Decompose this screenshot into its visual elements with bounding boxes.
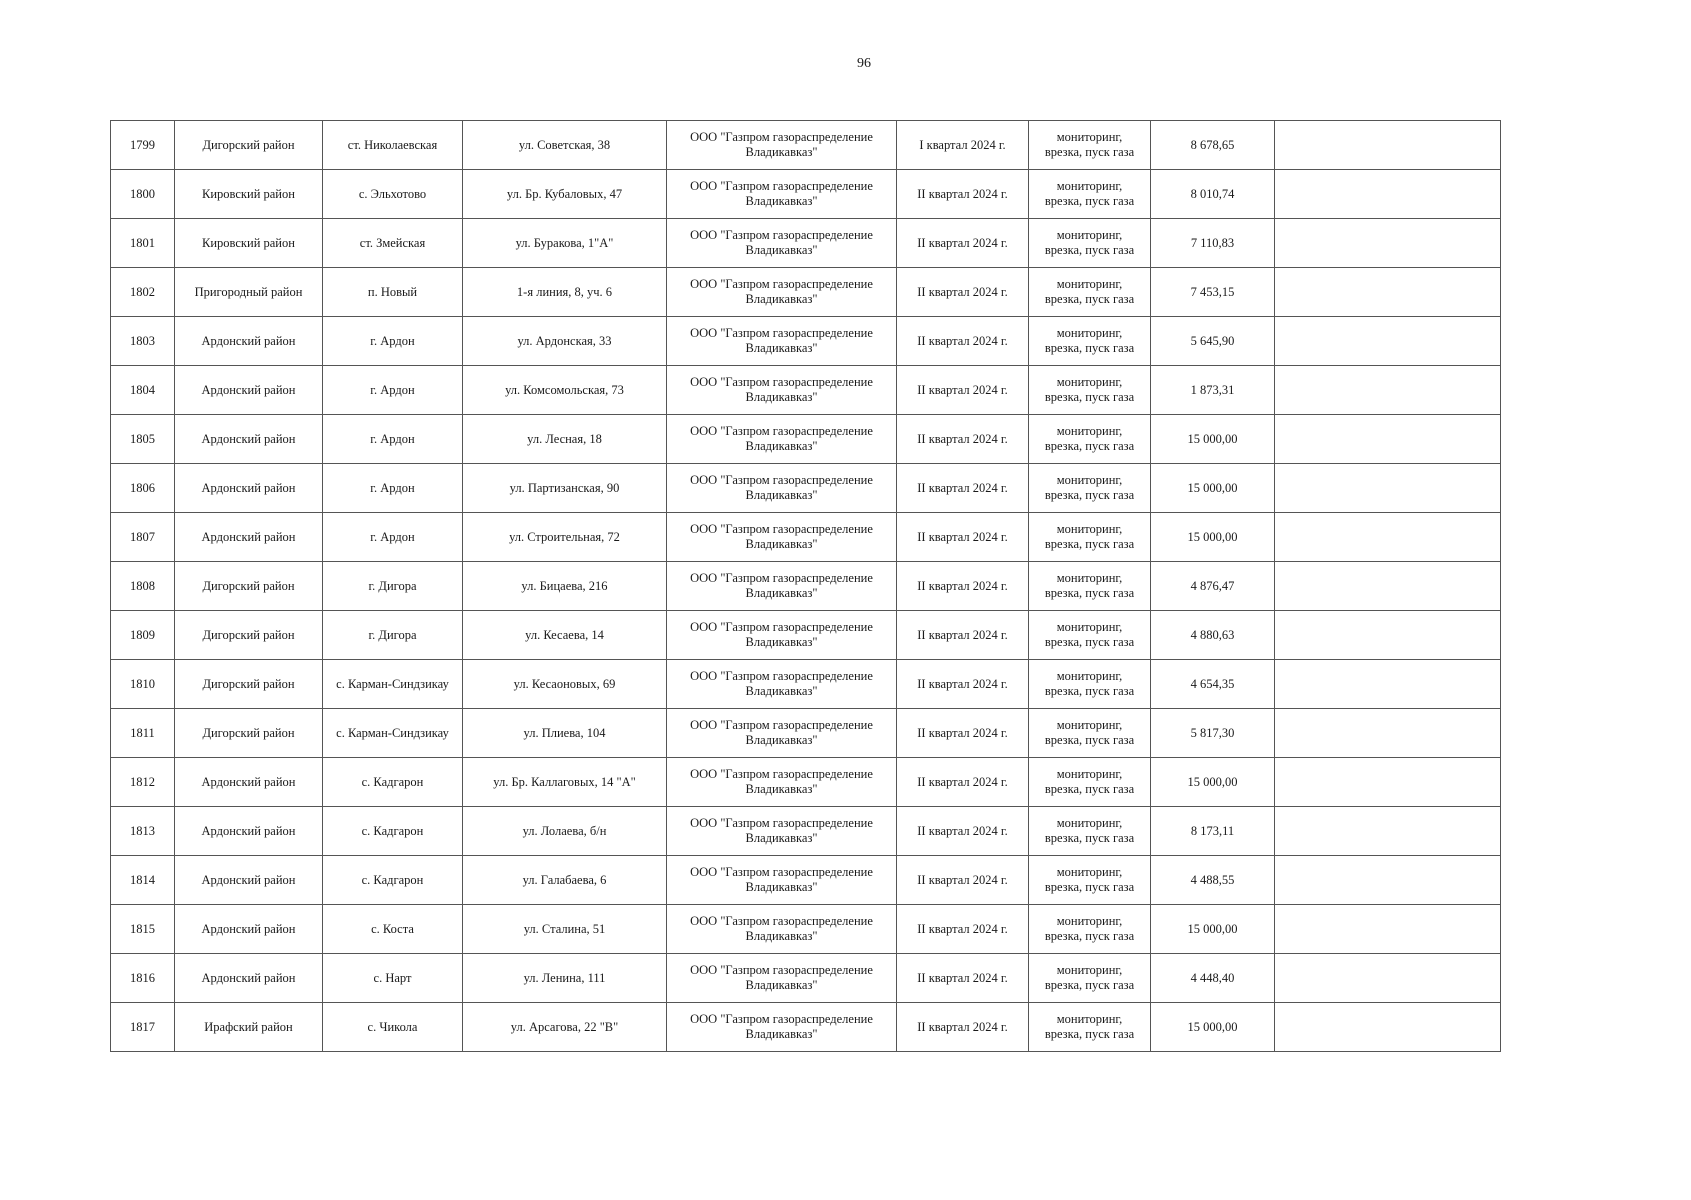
- works-cell: [1029, 660, 1151, 709]
- row-number: 1805: [111, 415, 175, 464]
- row-number: 1806: [111, 464, 175, 513]
- settlement-cell: ст. Змейская: [323, 219, 463, 268]
- cost-cell: 1 873,31: [1151, 366, 1275, 415]
- works-cell: [1029, 219, 1151, 268]
- row-number: 1799: [111, 121, 175, 170]
- contractor-line-2: Владикавказ": [745, 880, 818, 894]
- table-row: [111, 709, 1501, 758]
- district-cell: Дигорский район: [175, 121, 323, 170]
- empty-cell: [1275, 170, 1501, 219]
- address-cell: ул. Строительная, 72: [463, 513, 667, 562]
- table-row: [111, 219, 1501, 268]
- district-cell: Ардонский район: [175, 954, 323, 1003]
- address-cell: ул. Арсагова, 22 "В": [463, 1003, 667, 1052]
- settlement-cell: г. Ардон: [323, 366, 463, 415]
- works-cell: [1029, 513, 1151, 562]
- address-cell: ул. Советская, 38: [463, 121, 667, 170]
- settlement-cell: с. Чикола: [323, 1003, 463, 1052]
- district-cell: Дигорский район: [175, 709, 323, 758]
- table-row: [111, 758, 1501, 807]
- contractor-cell: [667, 513, 897, 562]
- term-cell: II квартал 2024 г.: [897, 709, 1029, 758]
- contractor-line-2: Владикавказ": [745, 537, 818, 551]
- works-cell: [1029, 1003, 1151, 1052]
- settlement-cell: г. Ардон: [323, 317, 463, 366]
- settlement-cell: г. Ардон: [323, 415, 463, 464]
- row-number: 1801: [111, 219, 175, 268]
- works-cell: [1029, 317, 1151, 366]
- settlement-cell: ст. Николаевская: [323, 121, 463, 170]
- empty-cell: [1275, 415, 1501, 464]
- row-number: 1803: [111, 317, 175, 366]
- contractor-line-1: ООО "Газпром газораспределение: [690, 522, 873, 536]
- address-cell: ул. Сталина, 51: [463, 905, 667, 954]
- table-row: [111, 366, 1501, 415]
- row-number: 1814: [111, 856, 175, 905]
- address-cell: ул. Партизанская, 90: [463, 464, 667, 513]
- empty-cell: [1275, 513, 1501, 562]
- district-cell: Ардонский район: [175, 366, 323, 415]
- contractor-line-1: ООО "Газпром газораспределение: [690, 130, 873, 144]
- contractor-line-2: Владикавказ": [745, 782, 818, 796]
- works-line-1: мониторинг,: [1056, 522, 1123, 536]
- address-cell: ул. Кесаева, 14: [463, 611, 667, 660]
- cost-cell: 15 000,00: [1151, 1003, 1275, 1052]
- works-cell: [1029, 856, 1151, 905]
- contractor-cell: [667, 1003, 897, 1052]
- row-number: 1817: [111, 1003, 175, 1052]
- empty-cell: [1275, 807, 1501, 856]
- contractor-line-2: Владикавказ": [745, 488, 818, 502]
- works-line-2: врезка, пуск газа: [1044, 1027, 1135, 1041]
- contractor-line-2: Владикавказ": [745, 978, 818, 992]
- works-line-2: врезка, пуск газа: [1044, 145, 1135, 159]
- term-cell: II квартал 2024 г.: [897, 611, 1029, 660]
- table-row: [111, 513, 1501, 562]
- address-cell: ул. Ардонская, 33: [463, 317, 667, 366]
- cost-cell: 7 453,15: [1151, 268, 1275, 317]
- works-line-1: мониторинг,: [1056, 326, 1123, 340]
- cost-cell: 5 817,30: [1151, 709, 1275, 758]
- district-cell: Ардонский район: [175, 415, 323, 464]
- works-line-1: мониторинг,: [1056, 375, 1123, 389]
- empty-cell: [1275, 856, 1501, 905]
- empty-cell: [1275, 268, 1501, 317]
- contractor-line-1: ООО "Газпром газораспределение: [690, 424, 873, 438]
- term-cell: II квартал 2024 г.: [897, 366, 1029, 415]
- works-line-2: врезка, пуск газа: [1044, 929, 1135, 943]
- contractor-line-1: ООО "Газпром газораспределение: [690, 669, 873, 683]
- works-line-2: врезка, пуск газа: [1044, 880, 1135, 894]
- works-line-2: врезка, пуск газа: [1044, 586, 1135, 600]
- contractor-line-2: Владикавказ": [745, 635, 818, 649]
- works-line-2: врезка, пуск газа: [1044, 194, 1135, 208]
- term-cell: II квартал 2024 г.: [897, 758, 1029, 807]
- district-cell: Ардонский район: [175, 807, 323, 856]
- works-line-1: мониторинг,: [1056, 424, 1123, 438]
- row-number: 1812: [111, 758, 175, 807]
- term-cell: II квартал 2024 г.: [897, 219, 1029, 268]
- table-row: [111, 954, 1501, 1003]
- works-cell: [1029, 268, 1151, 317]
- works-line-1: мониторинг,: [1056, 914, 1123, 928]
- row-number: 1807: [111, 513, 175, 562]
- contractor-line-2: Владикавказ": [745, 831, 818, 845]
- empty-cell: [1275, 219, 1501, 268]
- empty-cell: [1275, 660, 1501, 709]
- address-cell: ул. Ленина, 111: [463, 954, 667, 1003]
- contractor-line-2: Владикавказ": [745, 733, 818, 747]
- works-cell: [1029, 415, 1151, 464]
- address-cell: ул. Буракова, 1"А": [463, 219, 667, 268]
- works-line-1: мониторинг,: [1056, 277, 1123, 291]
- settlement-cell: г. Ардон: [323, 464, 463, 513]
- works-line-1: мониторинг,: [1056, 669, 1123, 683]
- contractor-cell: [667, 709, 897, 758]
- contractor-line-1: ООО "Газпром газораспределение: [690, 179, 873, 193]
- row-number: 1811: [111, 709, 175, 758]
- works-cell: [1029, 562, 1151, 611]
- empty-cell: [1275, 464, 1501, 513]
- settlement-cell: с. Нарт: [323, 954, 463, 1003]
- cost-cell: 8 010,74: [1151, 170, 1275, 219]
- settlement-cell: с. Кадгарон: [323, 807, 463, 856]
- contractor-cell: [667, 611, 897, 660]
- contractor-line-1: ООО "Газпром газораспределение: [690, 865, 873, 879]
- works-line-2: врезка, пуск газа: [1044, 978, 1135, 992]
- settlement-cell: г. Дигора: [323, 562, 463, 611]
- cost-cell: 15 000,00: [1151, 905, 1275, 954]
- term-cell: II квартал 2024 г.: [897, 856, 1029, 905]
- works-line-2: врезка, пуск газа: [1044, 292, 1135, 306]
- contractor-cell: [667, 121, 897, 170]
- contractor-cell: [667, 758, 897, 807]
- term-cell: II квартал 2024 г.: [897, 954, 1029, 1003]
- table-row: [111, 660, 1501, 709]
- contractor-cell: [667, 415, 897, 464]
- works-line-1: мониторинг,: [1056, 228, 1123, 242]
- works-line-2: врезка, пуск газа: [1044, 684, 1135, 698]
- contractor-line-2: Владикавказ": [745, 1027, 818, 1041]
- contractor-line-1: ООО "Газпром газораспределение: [690, 571, 873, 585]
- contractor-line-1: ООО "Газпром газораспределение: [690, 326, 873, 340]
- term-cell: II квартал 2024 г.: [897, 905, 1029, 954]
- address-cell: ул. Бицаева, 216: [463, 562, 667, 611]
- term-cell: II квартал 2024 г.: [897, 268, 1029, 317]
- address-cell: ул. Плиева, 104: [463, 709, 667, 758]
- address-cell: ул. Галабаева, 6: [463, 856, 667, 905]
- district-cell: Ардонский район: [175, 758, 323, 807]
- cost-cell: 15 000,00: [1151, 464, 1275, 513]
- works-line-1: мониторинг,: [1056, 571, 1123, 585]
- empty-cell: [1275, 366, 1501, 415]
- works-line-1: мониторинг,: [1056, 963, 1123, 977]
- table-row: [111, 905, 1501, 954]
- works-cell: [1029, 709, 1151, 758]
- empty-cell: [1275, 121, 1501, 170]
- works-line-1: мониторинг,: [1056, 816, 1123, 830]
- works-line-2: врезка, пуск газа: [1044, 390, 1135, 404]
- cost-cell: 4 876,47: [1151, 562, 1275, 611]
- term-cell: II квартал 2024 г.: [897, 513, 1029, 562]
- address-cell: ул. Лесная, 18: [463, 415, 667, 464]
- district-cell: Кировский район: [175, 219, 323, 268]
- district-cell: Пригородный район: [175, 268, 323, 317]
- contractor-line-1: ООО "Газпром газораспределение: [690, 963, 873, 977]
- contractor-cell: [667, 954, 897, 1003]
- table-row: [111, 415, 1501, 464]
- row-number: 1815: [111, 905, 175, 954]
- contractor-line-2: Владикавказ": [745, 145, 818, 159]
- cost-cell: 4 488,55: [1151, 856, 1275, 905]
- row-number: 1808: [111, 562, 175, 611]
- contractor-cell: [667, 170, 897, 219]
- term-cell: II квартал 2024 г.: [897, 464, 1029, 513]
- table-row: [111, 317, 1501, 366]
- works-cell: [1029, 611, 1151, 660]
- contractor-line-1: ООО "Газпром газораспределение: [690, 228, 873, 242]
- table-row: [111, 856, 1501, 905]
- address-cell: ул. Бр. Каллаговых, 14 "А": [463, 758, 667, 807]
- works-line-2: врезка, пуск газа: [1044, 635, 1135, 649]
- works-cell: [1029, 758, 1151, 807]
- works-cell: [1029, 905, 1151, 954]
- district-cell: Ардонский район: [175, 317, 323, 366]
- works-line-1: мониторинг,: [1056, 179, 1123, 193]
- cost-cell: 8 678,65: [1151, 121, 1275, 170]
- settlement-cell: г. Ардон: [323, 513, 463, 562]
- contractor-line-2: Владикавказ": [745, 292, 818, 306]
- works-line-2: врезка, пуск газа: [1044, 488, 1135, 502]
- address-cell: ул. Кесаоновых, 69: [463, 660, 667, 709]
- works-line-2: врезка, пуск газа: [1044, 537, 1135, 551]
- cost-cell: 15 000,00: [1151, 513, 1275, 562]
- empty-cell: [1275, 1003, 1501, 1052]
- term-cell: II квартал 2024 г.: [897, 317, 1029, 366]
- empty-cell: [1275, 317, 1501, 366]
- district-cell: Ардонский район: [175, 513, 323, 562]
- works-line-2: врезка, пуск газа: [1044, 782, 1135, 796]
- settlement-cell: с. Карман-Синдзикау: [323, 709, 463, 758]
- address-cell: 1-я линия, 8, уч. 6: [463, 268, 667, 317]
- empty-cell: [1275, 709, 1501, 758]
- district-cell: Ардонский район: [175, 464, 323, 513]
- contractor-line-2: Владикавказ": [745, 341, 818, 355]
- works-line-1: мониторинг,: [1056, 620, 1123, 634]
- row-number: 1800: [111, 170, 175, 219]
- settlement-cell: с. Коста: [323, 905, 463, 954]
- cost-cell: 4 654,35: [1151, 660, 1275, 709]
- contractor-cell: [667, 268, 897, 317]
- page-number: 96: [857, 56, 871, 71]
- settlement-cell: п. Новый: [323, 268, 463, 317]
- works-line-1: мониторинг,: [1056, 718, 1123, 732]
- district-cell: Кировский район: [175, 170, 323, 219]
- empty-cell: [1275, 905, 1501, 954]
- contractor-cell: [667, 366, 897, 415]
- cost-cell: 15 000,00: [1151, 758, 1275, 807]
- row-number: 1802: [111, 268, 175, 317]
- works-line-1: мониторинг,: [1056, 473, 1123, 487]
- works-cell: [1029, 170, 1151, 219]
- contractor-line-1: ООО "Газпром газораспределение: [690, 473, 873, 487]
- table-row: [111, 562, 1501, 611]
- settlement-cell: с. Карман-Синдзикау: [323, 660, 463, 709]
- row-number: 1809: [111, 611, 175, 660]
- cost-cell: 7 110,83: [1151, 219, 1275, 268]
- table-row: [111, 268, 1501, 317]
- table-body: [111, 121, 1501, 1052]
- table-row: [111, 1003, 1501, 1052]
- contractor-line-2: Владикавказ": [745, 390, 818, 404]
- district-cell: Ардонский район: [175, 905, 323, 954]
- contractor-line-1: ООО "Газпром газораспределение: [690, 277, 873, 291]
- settlement-cell: с. Эльхотово: [323, 170, 463, 219]
- table-row: [111, 170, 1501, 219]
- settlement-cell: с. Кадгарон: [323, 856, 463, 905]
- contractor-line-2: Владикавказ": [745, 194, 818, 208]
- term-cell: II квартал 2024 г.: [897, 807, 1029, 856]
- settlement-cell: г. Дигора: [323, 611, 463, 660]
- cost-cell: 15 000,00: [1151, 415, 1275, 464]
- cost-cell: 8 173,11: [1151, 807, 1275, 856]
- district-cell: Ирафский район: [175, 1003, 323, 1052]
- contractor-cell: [667, 464, 897, 513]
- row-number: 1816: [111, 954, 175, 1003]
- table-row: [111, 807, 1501, 856]
- contractor-line-1: ООО "Газпром газораспределение: [690, 1012, 873, 1026]
- term-cell: II квартал 2024 г.: [897, 415, 1029, 464]
- term-cell: II квартал 2024 г.: [897, 1003, 1029, 1052]
- address-cell: ул. Бр. Кубаловых, 47: [463, 170, 667, 219]
- settlement-cell: с. Кадгарон: [323, 758, 463, 807]
- works-cell: [1029, 121, 1151, 170]
- contractor-line-2: Владикавказ": [745, 684, 818, 698]
- works-line-1: мониторинг,: [1056, 130, 1123, 144]
- works-line-2: врезка, пуск газа: [1044, 439, 1135, 453]
- works-line-1: мониторинг,: [1056, 1012, 1123, 1026]
- contractor-line-2: Владикавказ": [745, 586, 818, 600]
- cost-cell: 5 645,90: [1151, 317, 1275, 366]
- empty-cell: [1275, 611, 1501, 660]
- works-cell: [1029, 366, 1151, 415]
- works-line-2: врезка, пуск газа: [1044, 831, 1135, 845]
- empty-cell: [1275, 954, 1501, 1003]
- works-cell: [1029, 954, 1151, 1003]
- table-row: [111, 611, 1501, 660]
- empty-cell: [1275, 562, 1501, 611]
- district-cell: Дигорский район: [175, 611, 323, 660]
- works-line-1: мониторинг,: [1056, 767, 1123, 781]
- contractor-line-1: ООО "Газпром газораспределение: [690, 718, 873, 732]
- table-row: [111, 464, 1501, 513]
- address-cell: ул. Комсомольская, 73: [463, 366, 667, 415]
- contractor-cell: [667, 856, 897, 905]
- contractor-line-1: ООО "Газпром газораспределение: [690, 914, 873, 928]
- works-cell: [1029, 464, 1151, 513]
- contractor-line-1: ООО "Газпром газораспределение: [690, 375, 873, 389]
- works-line-2: врезка, пуск газа: [1044, 243, 1135, 257]
- term-cell: II квартал 2024 г.: [897, 562, 1029, 611]
- data-table: [110, 120, 1501, 1052]
- term-cell: II квартал 2024 г.: [897, 660, 1029, 709]
- term-cell: II квартал 2024 г.: [897, 170, 1029, 219]
- contractor-cell: [667, 905, 897, 954]
- works-line-2: врезка, пуск газа: [1044, 341, 1135, 355]
- contractor-line-2: Владикавказ": [745, 439, 818, 453]
- district-cell: Дигорский район: [175, 660, 323, 709]
- table-row: [111, 121, 1501, 170]
- row-number: 1813: [111, 807, 175, 856]
- works-line-2: врезка, пуск газа: [1044, 733, 1135, 747]
- district-cell: Ардонский район: [175, 856, 323, 905]
- row-number: 1804: [111, 366, 175, 415]
- contractor-line-2: Владикавказ": [745, 243, 818, 257]
- cost-cell: 4 880,63: [1151, 611, 1275, 660]
- works-cell: [1029, 807, 1151, 856]
- address-cell: ул. Лолаева, б/н: [463, 807, 667, 856]
- empty-cell: [1275, 758, 1501, 807]
- contractor-line-1: ООО "Газпром газораспределение: [690, 767, 873, 781]
- contractor-line-1: ООО "Газпром газораспределение: [690, 620, 873, 634]
- contractor-cell: [667, 317, 897, 366]
- term-cell: I квартал 2024 г.: [897, 121, 1029, 170]
- contractor-cell: [667, 807, 897, 856]
- district-cell: Дигорский район: [175, 562, 323, 611]
- works-line-1: мониторинг,: [1056, 865, 1123, 879]
- contractor-cell: [667, 219, 897, 268]
- contractor-line-1: ООО "Газпром газораспределение: [690, 816, 873, 830]
- contractor-cell: [667, 660, 897, 709]
- contractor-line-2: Владикавказ": [745, 929, 818, 943]
- cost-cell: 4 448,40: [1151, 954, 1275, 1003]
- contractor-cell: [667, 562, 897, 611]
- row-number: 1810: [111, 660, 175, 709]
